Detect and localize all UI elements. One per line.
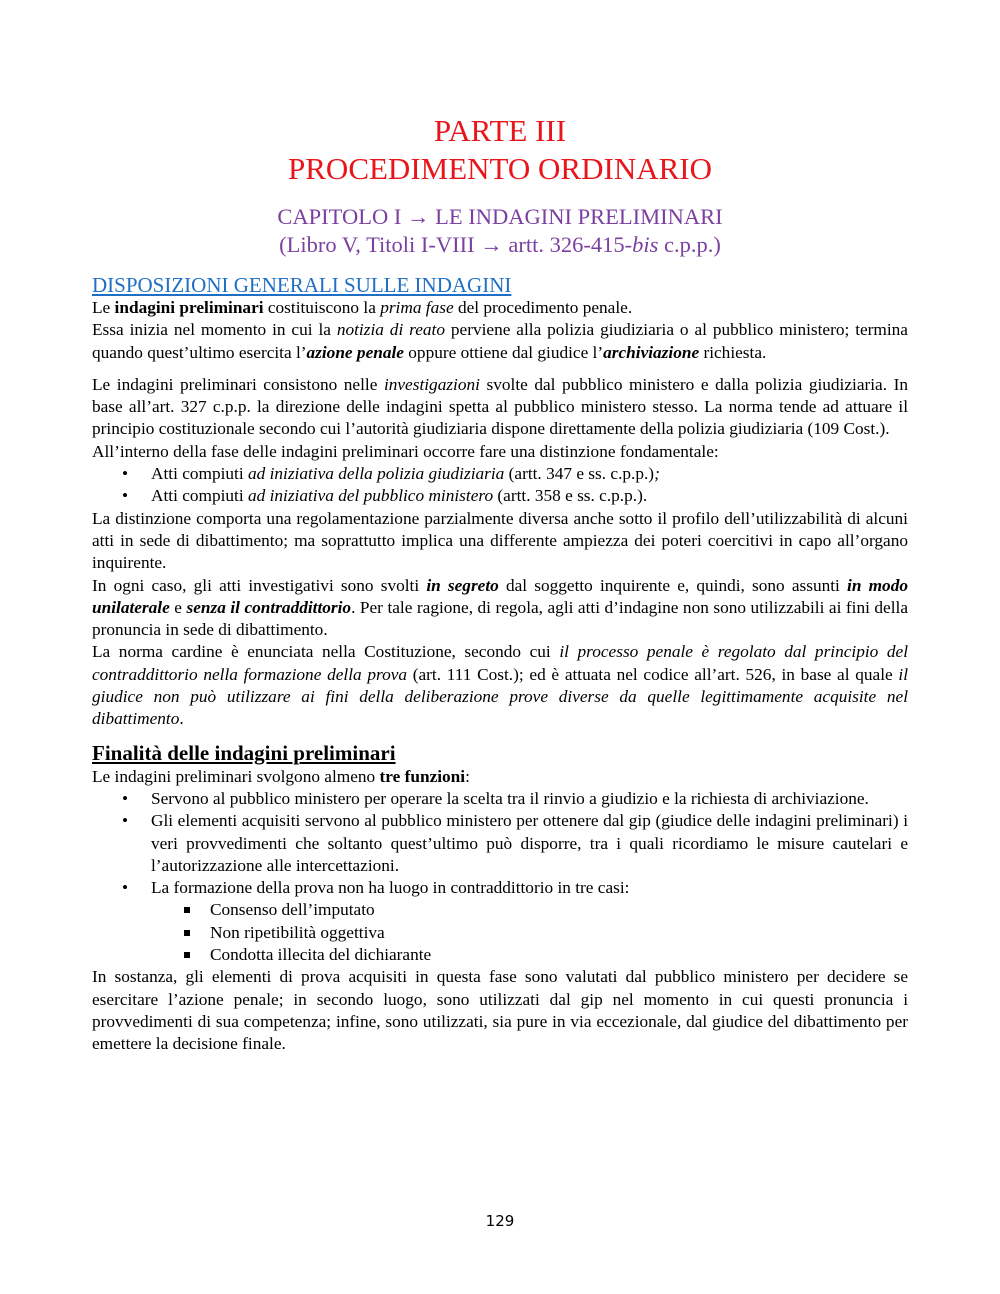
chapter-line-2: (Libro V, Titoli I-VIII → artt. 326-415-bis c.p.p.) bbox=[279, 232, 721, 257]
list-item: • Servono al pubblico ministero per operare la scelta tra il rinvio a giudizio e la richiesta di archiviazione. bbox=[92, 788, 908, 810]
functions-list bbox=[92, 788, 908, 899]
sublist-item: Non ripetibilità oggettiva bbox=[92, 922, 908, 944]
sublist-item: Consenso dell’imputato bbox=[92, 899, 908, 921]
functions-intro: Le indagini preliminari svolgono almeno tre funzioni: bbox=[92, 766, 470, 786]
part-title: PROCEDIMENTO ORDINARIO bbox=[288, 151, 712, 186]
list-item: • Atti compiuti ad iniziativa del pubblico ministero (artt. 358 e ss. c.p.p.). bbox=[92, 485, 908, 507]
acts-list bbox=[92, 463, 908, 508]
sublist-item: Condotta illecita del dichiarante bbox=[92, 944, 908, 966]
section-heading-finalita: Finalità delle indagini preliminari bbox=[92, 740, 396, 765]
cases-sublist bbox=[92, 899, 908, 966]
list-item: • La formazione della prova non ha luogo in contraddittorio in tre casi: bbox=[92, 877, 908, 899]
page-content bbox=[92, 112, 908, 1056]
paragraph-3: Le indagini preliminari consistono nelle investigazioni svolte dal pubblico ministero e dalla polizia giudiziaria. In base all’art. 327 c.p.p. la direzione delle indagini spetta al pubblico ministero stesso. La norma tende ad attuare il principio costituzionale secondo cui l’autorità giudiziaria dispone direttamente della polizia giudiziaria (109 Cost.). bbox=[92, 374, 908, 439]
section-heading-disposizioni: DISPOSIZIONI GENERALI SULLE INDAGINI bbox=[92, 273, 512, 297]
closing-paragraph: In sostanza, gli elementi di prova acquisiti in questa fase sono valutati dal pubblico ministero per decidere se esercitare l’azione penale; in secondo luogo, sono utilizzati dal gip nel momento in cui questi pronuncia i provvedimenti di sua competenza; infine, sono utilizzati, sia pure in via eccezionale, dal giudice del dibattimento per emettere la decisione finale. bbox=[92, 967, 908, 1054]
list-item: • Gli elementi acquisiti servono al pubblico ministero per ottenere dal gip (giudice delle indagini preliminari) i veri provvedimenti che soltanto quest’ultimo può disporre, tra i quali ricordiamo le misure cautelari e l’autorizzazione alle intercettazioni. bbox=[92, 810, 908, 877]
paragraph-5: La distinzione comporta una regolamentazione parzialmente diversa anche sotto il profilo dell’utilizzabilità di alcuni atti in sede di dibattimento; ma soprattutto implica una differente ampiezza dei poteri coercitivi in capo all’organo inquirente. bbox=[92, 508, 908, 573]
paragraph-2: Essa inizia nel momento in cui la notizia di reato perviene alla polizia giudiziaria o al pubblico ministero; termina quando quest’ultimo esercita l’azione penale oppure ottiene dal giudice l’archiviazione richiesta. bbox=[92, 320, 908, 362]
part-number: PARTE III bbox=[433, 113, 567, 148]
paragraph-1: Le indagini preliminari costituiscono la prima fase del procedimento penale. bbox=[92, 298, 633, 317]
paragraph-6: In ogni caso, gli atti investigativi sono svolti in segreto dal soggetto inquirente e, quindi, sono assunti in modo unilaterale e senza il contraddittorio. Per tale ragione, di regola, agli atti d’indagine non sono utilizzabili ai fini della pronuncia in sede di dibattimento. bbox=[92, 575, 908, 640]
paragraph-4: All’interno della fase delle indagini preliminari occorre fare una distinzione fondamentale: bbox=[92, 441, 719, 461]
chapter-line-1: CAPITOLO I → LE INDAGINI PRELIMINARI bbox=[277, 204, 723, 229]
paragraph-7: La norma cardine è enunciata nella Costituzione, secondo cui il processo penale è regolato dal principio del contraddittorio nella formazione della prova (art. 111 Cost.); ed è attuata nel codice all’art. 526, in base al quale il giudice non può utilizzare ai fini della deliberazione prove diverse da quelle legittimamente acquisite nel dibattimento. bbox=[92, 642, 908, 729]
chapter-title bbox=[92, 203, 908, 259]
list-item: • Atti compiuti ad iniziativa della polizia giudiziaria (artt. 347 e ss. c.p.p.); bbox=[92, 463, 908, 485]
page-number: 129 bbox=[485, 1212, 515, 1230]
